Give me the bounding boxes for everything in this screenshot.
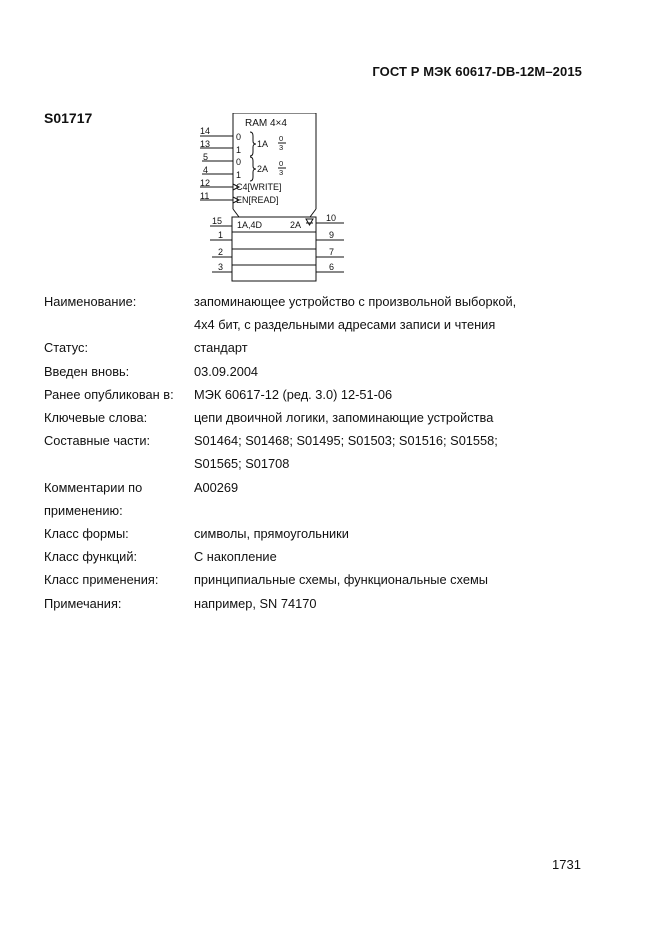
property-row-published bbox=[44, 383, 604, 406]
data-out-label: 2A bbox=[290, 220, 302, 230]
pin-13: 13 bbox=[200, 139, 211, 149]
property-label: Статус: bbox=[44, 340, 89, 356]
property-label: Наименование: bbox=[44, 294, 137, 309]
pin-10: 10 bbox=[326, 213, 337, 223]
write-label: C4[WRITE] bbox=[236, 182, 282, 192]
property-value: например, SN 74170 bbox=[194, 595, 317, 611]
addr-1a-label: 1A bbox=[257, 139, 269, 149]
pin-3: 3 bbox=[218, 262, 224, 272]
property-row-form-class bbox=[44, 522, 604, 545]
brace-2a bbox=[250, 157, 256, 181]
property-value: 03.09.2004 bbox=[194, 363, 259, 379]
addr-2a-label: 2A bbox=[257, 164, 269, 174]
pin-1: 1 bbox=[218, 230, 224, 240]
pin-2: 2 bbox=[218, 247, 224, 257]
pin-7: 7 bbox=[329, 247, 335, 257]
three-state-output-marker bbox=[306, 219, 313, 225]
frac-den-1: 3 bbox=[279, 143, 284, 152]
properties-table bbox=[44, 290, 604, 615]
pin-9: 9 bbox=[329, 230, 335, 240]
property-row-application-class bbox=[44, 568, 604, 591]
bit-1b-label: 1 bbox=[236, 170, 242, 180]
bit-0b-label: 0 bbox=[236, 157, 242, 167]
frac-den-2: 3 bbox=[279, 168, 284, 177]
pin-4: 4 bbox=[203, 165, 209, 175]
property-label: Ранее опубликован в: bbox=[44, 386, 174, 402]
pin-5: 5 bbox=[203, 152, 209, 162]
property-label: Примечания: bbox=[44, 595, 122, 611]
symbol-code: S01717 bbox=[44, 110, 93, 126]
pin-14: 14 bbox=[200, 126, 211, 136]
property-value: МЭК 60617-12 (ред. 3.0) 12-51-06 bbox=[194, 386, 393, 402]
property-row-notes bbox=[44, 592, 604, 615]
property-label: Ключевые слова: bbox=[44, 410, 148, 426]
property-row-components bbox=[44, 429, 604, 475]
property-label: Класс применения: bbox=[44, 572, 159, 588]
property-row-function-class bbox=[44, 545, 604, 568]
property-value: S01464; S01468; S01495; S01503; S01516; S01558; S01565; S01708 bbox=[194, 433, 498, 472]
property-row-name bbox=[44, 290, 604, 336]
brace-1a bbox=[250, 132, 256, 156]
property-row-introduced bbox=[44, 360, 604, 383]
pin-15: 15 bbox=[212, 216, 223, 226]
property-label: Составные части: bbox=[44, 433, 151, 449]
property-value: цепи двоичной логики, запоминающие устройства bbox=[194, 410, 494, 426]
bit-0-label: 0 bbox=[236, 132, 242, 142]
frac-num-2: 0 bbox=[279, 159, 284, 168]
pin-11: 11 bbox=[200, 191, 210, 201]
property-value: символы, прямоугольники bbox=[194, 526, 349, 542]
property-row-status bbox=[44, 336, 604, 359]
standard-header: ГОСТ Р МЭК 60617-DB-12M–2015 bbox=[372, 64, 582, 79]
page-number: 1731 bbox=[552, 857, 581, 872]
pin-12: 12 bbox=[200, 178, 211, 188]
property-label: Комментарии по применению: bbox=[44, 479, 143, 518]
pin-6: 6 bbox=[329, 262, 335, 272]
data-in-label: 1A,4D bbox=[237, 220, 263, 230]
property-value: принципиальные схемы, функциональные схемы bbox=[194, 572, 488, 588]
property-row-comments bbox=[44, 476, 604, 522]
frac-num-1: 0 bbox=[279, 134, 284, 143]
property-value: запоминающее устройство с произвольной выборкой, 4x4 бит, с раздельными адресами записи и чтения bbox=[194, 294, 517, 333]
property-label: Класс функций: bbox=[44, 549, 138, 565]
ram-symbol-diagram bbox=[196, 113, 346, 283]
read-label: EN[READ] bbox=[236, 195, 279, 205]
property-value: С накопление bbox=[194, 549, 277, 565]
title-label: RAM 4×4 bbox=[245, 118, 287, 129]
property-value: A00269 bbox=[194, 479, 239, 495]
property-row-keywords bbox=[44, 406, 604, 429]
property-label: Введен вновь: bbox=[44, 363, 130, 379]
bit-1-label: 1 bbox=[236, 145, 242, 155]
property-label: Класс формы: bbox=[44, 526, 129, 542]
property-value: стандарт bbox=[194, 340, 248, 356]
